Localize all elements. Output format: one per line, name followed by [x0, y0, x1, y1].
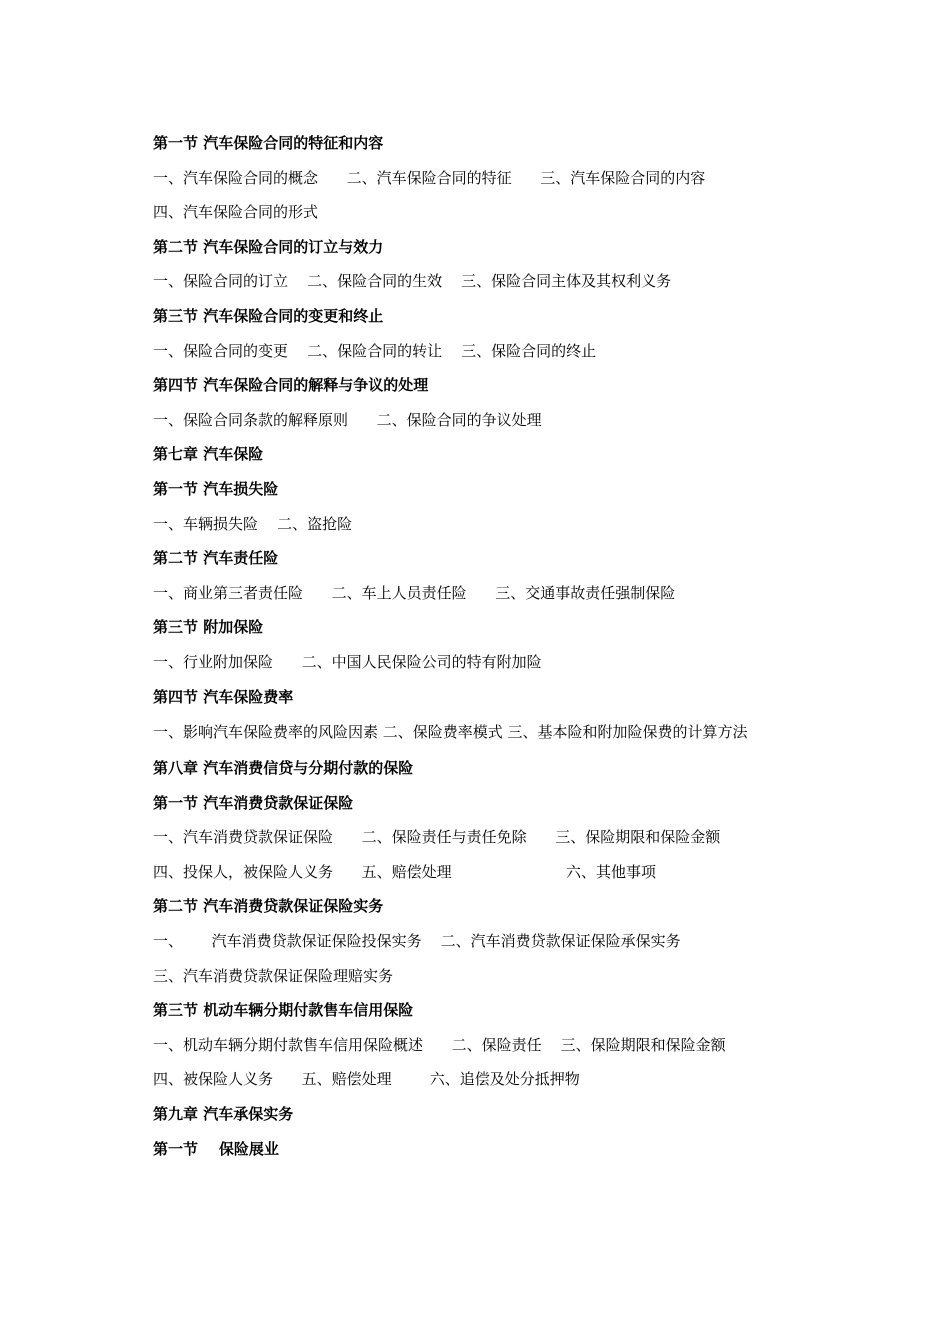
- section-items: 三、汽车消费贷款保证保险理赔实务: [153, 966, 394, 985]
- section-heading: 第一节 汽车消费贷款保证保险: [153, 793, 354, 812]
- section-items: 一、汽车保险合同的概念 二、汽车保险合同的特征 三、汽车保险合同的内容: [153, 168, 706, 187]
- section-items: 一、行业附加保险 二、中国人民保险公司的特有附加险: [153, 652, 542, 671]
- section-items: 一、保险合同的变更 二、保险合同的转让 三、保险合同的终止: [153, 341, 597, 360]
- section-heading: 第一节 保险展业: [153, 1139, 279, 1158]
- section-items: 一、保险合同条款的解释原则 二、保险合同的争议处理: [153, 410, 542, 429]
- document-body: [153, 126, 823, 1166]
- section-heading: 第二节 汽车责任险: [153, 549, 279, 568]
- section-heading: 第二节 汽车消费贷款保证保险实务: [153, 897, 384, 916]
- section-items: 一、机动车辆分期付款售车信用保险概述 二、保险责任 三、保险期限和保险金额: [153, 1035, 726, 1054]
- section-heading: 第二节 汽车保险合同的订立与效力: [153, 237, 384, 256]
- section-items: 四、汽车保险合同的形式: [153, 203, 319, 222]
- section-items: 一、 汽车消费贷款保证保险投保实务 二、汽车消费贷款保证保险承保实务: [153, 932, 681, 951]
- section-items: 一、车辆损失险 二、盗抢险: [153, 514, 353, 533]
- section-heading: 第三节 汽车保险合同的变更和终止: [153, 306, 384, 325]
- section-items: 一、商业第三者责任险 二、车上人员责任险 三、交通事故责任强制保险: [153, 583, 676, 602]
- section-heading: 第三节 机动车辆分期付款售车信用保险: [153, 1001, 414, 1020]
- section-heading: 第四节 汽车保险合同的解释与争议的处理: [153, 376, 429, 395]
- section-heading: 第一节 汽车保险合同的特征和内容: [153, 134, 384, 152]
- section-heading: 第一节 汽车损失险: [153, 479, 279, 498]
- chapter-heading: 第八章 汽车消费信贷与分期付款的保险: [153, 759, 414, 778]
- chapter-heading: 第九章 汽车承保实务: [153, 1105, 294, 1124]
- section-heading: 第四节 汽车保险费率: [153, 687, 294, 706]
- section-items: 一、影响汽车保险费率的风险因素 二、保险费率模式 三、基本险和附加险保费的计算方法: [153, 723, 748, 742]
- section-heading: 第三节 附加保险: [153, 618, 264, 637]
- section-items: 一、汽车消费贷款保证保险 二、保险责任与责任免除 三、保险期限和保险金额: [153, 828, 721, 847]
- section-items: 四、投保人，被保险人义务 五、赔偿处理 六、其他事项: [153, 862, 657, 881]
- chapter-heading: 第七章 汽车保险: [153, 445, 264, 464]
- section-items: 一、保险合同的订立 二、保险合同的生效 三、保险合同主体及其权利义务: [153, 272, 672, 291]
- section-items: 四、被保险人义务 五、赔偿处理 六、追偿及处分抵押物: [153, 1070, 580, 1089]
